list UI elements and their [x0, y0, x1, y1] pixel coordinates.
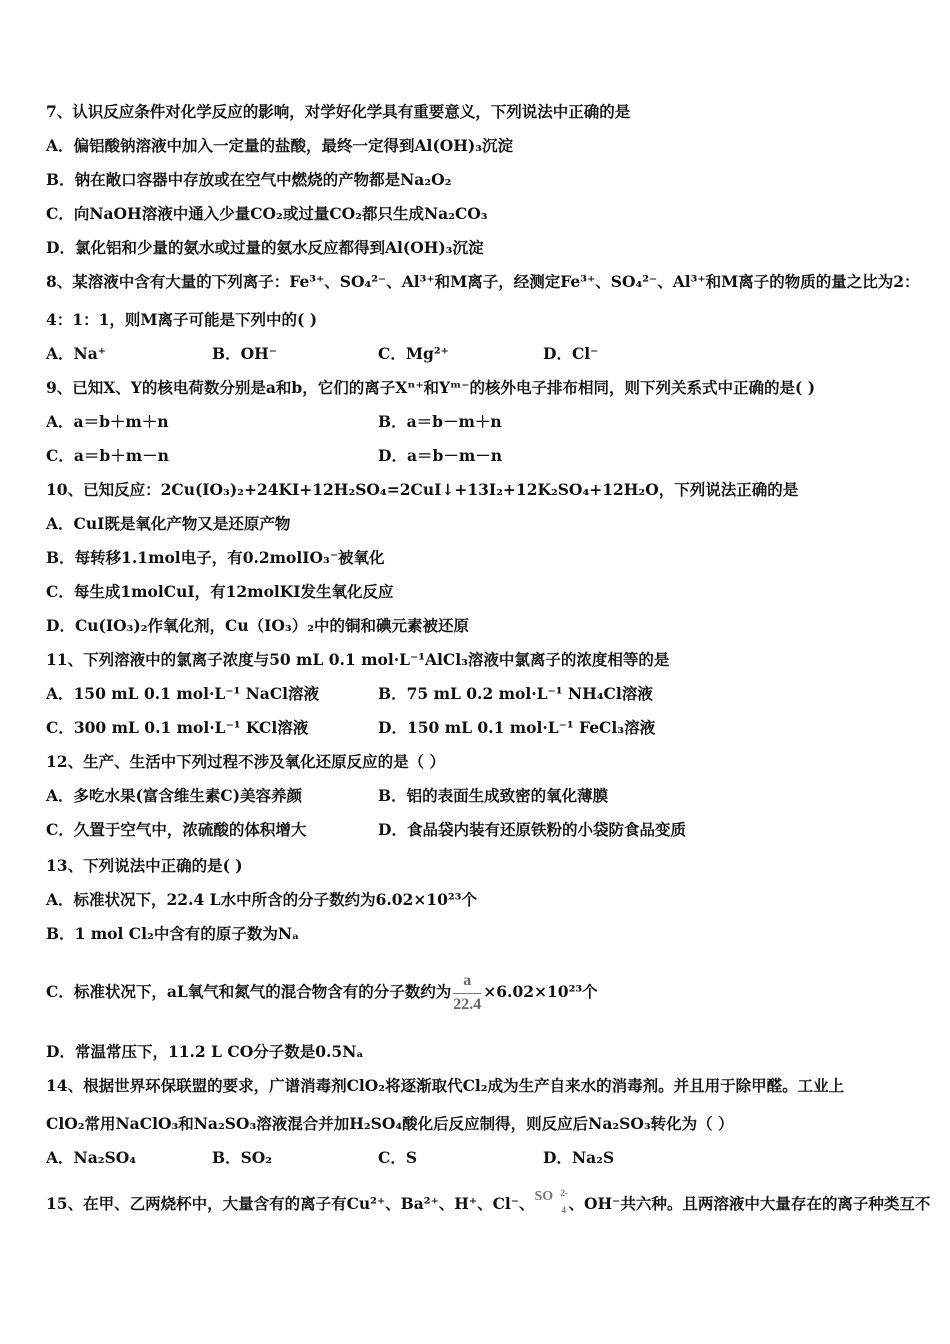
q15-stem-text: 15、在甲、乙两烧杯中，大量含有的离子有Cu²⁺、Ba²⁺、H⁺、Cl⁻、 [46, 1194, 535, 1213]
q9-option-d: D．a＝b－m－n [378, 446, 502, 465]
q13-option-b: B．1 mol Cl₂中含有的原子数为Nₐ [46, 924, 300, 943]
q10-stem: 10、已知反应：2Cu(IO₃)₂+24KI+12H₂SO₄=2CuI↓+13I₂+12K₂SO₄+12H₂O，下列说法正确的是 [46, 480, 799, 499]
q13-option-d: D．常温常压下，11.2 L CO分子数是0.5Nₐ [46, 1042, 364, 1061]
q7-option-d: D．氯化铝和少量的氨水或过量的氨水反应都得到Al(OH)₃沉淀 [46, 238, 484, 257]
q13-option-c-tail: ×6.02×10²³个 [483, 982, 598, 1001]
q11-option-d: D．150 mL 0.1 mol·L⁻¹ FeCl₃溶液 [378, 718, 656, 737]
q10-option-b: B．每转移1.1mol电子，有0.2molIO₃⁻被氧化 [46, 548, 385, 567]
q12-option-a: A．多吃水果(富含维生素C)美容养颜 [46, 786, 303, 805]
q13-option-a: A．标准状况下，22.4 L水中所含的分子数约为6.02×10²³个 [46, 890, 477, 909]
q8-option-a: A．Na⁺ [46, 344, 106, 363]
q14-option-a: A．Na₂SO₄ [46, 1148, 137, 1167]
q8-option-d: D．Cl⁻ [543, 344, 599, 363]
q10-option-a: A．CuI既是氧化产物又是还原产物 [46, 514, 291, 533]
sulfate-charge: 2- [560, 1188, 568, 1198]
fraction-numerator: a [453, 972, 481, 994]
q14-option-c: C．S [378, 1148, 418, 1167]
q11-option-b: B．75 mL 0.2 mol·L⁻¹ NH₄Cl溶液 [378, 684, 653, 703]
q12-option-c: C．久置于空气中，浓硫酸的体积增大 [46, 820, 307, 839]
q14-option-d: D．Na₂S [543, 1148, 615, 1167]
q10-option-d: D．Cu(IO₃)₂作氧化剂，Cu（IO₃）₂中的铜和碘元素被还原 [46, 616, 469, 635]
fraction-a-over-22-4 [453, 972, 481, 1014]
q11-option-a: A．150 mL 0.1 mol·L⁻¹ NaCl溶液 [46, 684, 320, 703]
q9-option-c: C．a＝b＋m－n [46, 446, 169, 465]
q7-option-c: C．向NaOH溶液中通入少量CO₂或过量CO₂都只生成Na₂CO₃ [46, 204, 488, 223]
q10-option-c: C．每生成1molCuI，有12molKI发生氧化反应 [46, 582, 394, 601]
sulfate-base: SO [534, 1189, 554, 1204]
q13-option-c [46, 962, 916, 1022]
q7-option-a: A．偏铝酸钠溶液中加入一定量的盐酸，最终一定得到Al(OH)₃沉淀 [46, 136, 514, 155]
q8-stem-line1: 8、某溶液中含有大量的下列离子：Fe³⁺、SO₄²⁻、Al³⁺和M离子，经测定Fe³⁺、SO₄²⁻、Al³⁺和M离子的物质的量之比为2： [46, 272, 920, 291]
q9-option-b: B．a＝b－m＋n [378, 412, 502, 431]
sulfate-subscript: 4 [561, 1205, 566, 1215]
q7-option-b: B．钠在敞口容器中存放或在空气中燃烧的产物都是Na₂O₂ [46, 170, 452, 189]
q8-stem-line2: 4：1：1，则M离子可能是下列中的( ) [46, 310, 318, 329]
q9-option-a: A．a＝b＋m＋n [46, 412, 169, 431]
q12-option-d: D．食品袋内装有还原铁粉的小袋防食品变质 [378, 820, 686, 839]
q12-stem: 12、生产、生活中下列过程不涉及氧化还原反应的是（ ） [46, 752, 445, 771]
q14-stem-line2: ClO₂常用NaClO₃和Na₂SO₃溶液混合并加H₂SO₄酸化后反应制得，则反应后Na₂SO₃转化为（ ） [46, 1114, 734, 1133]
q13-stem: 13、下列说法中正确的是( ) [46, 856, 243, 875]
q11-option-c: C．300 mL 0.1 mol·L⁻¹ KCl溶液 [46, 718, 309, 737]
fraction-denominator: 22.4 [453, 996, 482, 1013]
sulfate-ion-formula [534, 1188, 569, 1215]
q8-option-c: C．Mg²⁺ [378, 344, 449, 363]
q9-stem: 9、已知X、Y的核电荷数分别是a和b，它们的离子Xⁿ⁺和Yᵐ⁻的核外电子排布相同，则下列关系式中正确的是( ) [46, 378, 816, 397]
q7-stem: 7、认识反应条件对化学反应的影响，对学好化学具有重要意义，下列说法中正确的是 [46, 102, 631, 121]
q13-option-c-text: C．标准状况下，aL氧气和氮气的混合物含有的分子数约为 [46, 982, 452, 1001]
q15-stem-tail: 、OH⁻共六种。且两溶液中大量存在的离子种类互不 [568, 1194, 931, 1213]
q12-option-b: B．铝的表面生成致密的氧化薄膜 [378, 786, 609, 805]
q14-option-b: B．SO₂ [212, 1148, 273, 1167]
q15-stem [46, 1188, 931, 1215]
q14-stem-line1: 14、根据世界环保联盟的要求，广谱消毒剂ClO₂将逐渐取代Cl₂成为生产自来水的消毒剂。并且用于除甲醛。工业上 [46, 1076, 845, 1095]
q8-option-b: B．OH⁻ [212, 344, 277, 363]
q11-stem: 11、下列溶液中的氯离子浓度与50 mL 0.1 mol·L⁻¹AlCl₃溶液中氯离子的浓度相等的是 [46, 650, 670, 669]
